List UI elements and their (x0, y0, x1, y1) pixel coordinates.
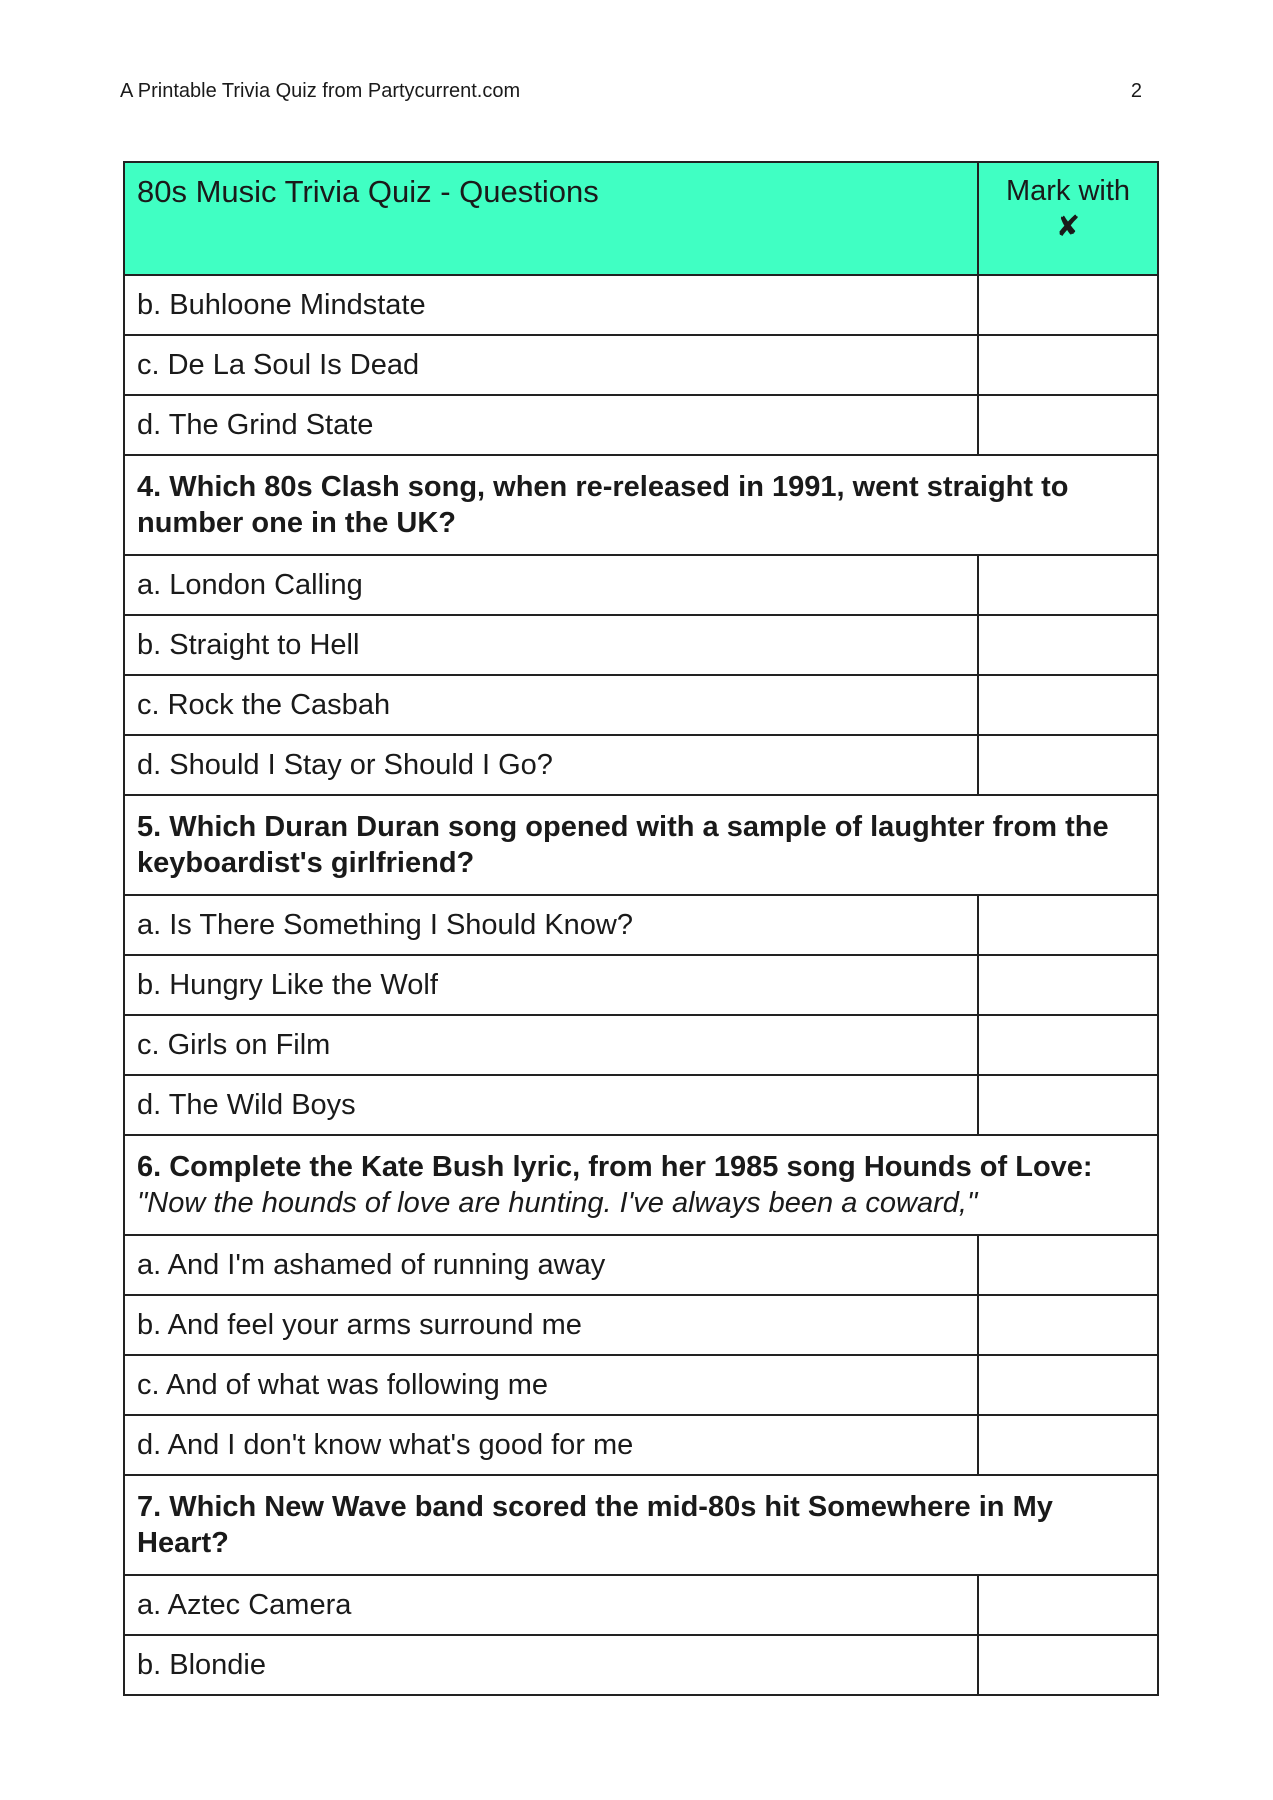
quiz-table (123, 161, 1159, 1696)
question-lyric: "Now the hounds of love are hunting. I've always been a coward," (137, 1187, 978, 1219)
question-text: 6. Complete the Kate Bush lyric, from her 1985 song Hounds of Love: (137, 1151, 1093, 1183)
answer-option-text: c. Girls on Film (124, 1015, 978, 1075)
answer-option-row (124, 1355, 1158, 1415)
answer-option-text: a. And I'm ashamed of running away (124, 1235, 978, 1295)
answer-option-text: b. Straight to Hell (124, 615, 978, 675)
question-row (124, 1135, 1158, 1235)
question-text: 4. Which 80s Clash song, when re-released in 1991, went straight to number one in the UK? (137, 471, 1069, 539)
answer-option-row (124, 895, 1158, 955)
mark-box[interactable] (978, 1295, 1158, 1355)
mark-box[interactable] (978, 1415, 1158, 1475)
question-cell (124, 1475, 1158, 1575)
mark-box[interactable] (978, 1075, 1158, 1135)
answer-option-row (124, 1415, 1158, 1475)
answer-option-row (124, 1295, 1158, 1355)
question-cell (124, 1135, 1158, 1235)
site-line: A Printable Trivia Quiz from Partycurrent.com (120, 80, 521, 102)
answer-option-row (124, 1635, 1158, 1695)
mark-box[interactable] (978, 1235, 1158, 1295)
question-row (124, 455, 1158, 555)
answer-option-text: c. De La Soul Is Dead (124, 335, 978, 395)
answer-option-text: d. The Grind State (124, 395, 978, 455)
mark-box[interactable] (978, 735, 1158, 795)
page-number: 2 (1130, 80, 1142, 102)
answer-option-row (124, 1075, 1158, 1135)
answer-option-text: a. Aztec Camera (124, 1575, 978, 1635)
mark-box[interactable] (978, 1635, 1158, 1695)
question-row (124, 1475, 1158, 1575)
mark-box[interactable] (978, 895, 1158, 955)
answer-option-row (124, 1015, 1158, 1075)
mark-box[interactable] (978, 395, 1158, 455)
question-text: 7. Which New Wave band scored the mid-80s hit Somewhere in My Heart? (137, 1491, 1053, 1559)
question-cell (124, 455, 1158, 555)
answer-option-row (124, 1235, 1158, 1295)
mark-box[interactable] (978, 555, 1158, 615)
answer-option-row (124, 275, 1158, 335)
mark-box[interactable] (978, 955, 1158, 1015)
answer-option-text: c. Rock the Casbah (124, 675, 978, 735)
answer-option-text: d. Should I Stay or Should I Go? (124, 735, 978, 795)
mark-box[interactable] (978, 335, 1158, 395)
answer-option-row (124, 955, 1158, 1015)
answer-option-row (124, 395, 1158, 455)
mark-box[interactable] (978, 675, 1158, 735)
mark-box[interactable] (978, 615, 1158, 675)
quiz-title: 80s Music Trivia Quiz - Questions (124, 162, 978, 275)
mark-box[interactable] (978, 1015, 1158, 1075)
answer-option-text: d. And I don't know what's good for me (124, 1415, 978, 1475)
answer-option-row (124, 615, 1158, 675)
mark-box[interactable] (978, 1575, 1158, 1635)
answer-option-text: c. And of what was following me (124, 1355, 978, 1415)
answer-option-text: a. Is There Something I Should Know? (124, 895, 978, 955)
answer-option-text: b. Hungry Like the Wolf (124, 955, 978, 1015)
page-header (120, 76, 1153, 106)
mark-column-header (978, 162, 1158, 275)
question-cell (124, 795, 1158, 895)
mark-label: Mark with (1005, 175, 1131, 207)
question-row (124, 795, 1158, 895)
answer-option-row (124, 555, 1158, 615)
cross-mark-icon: ✘ (1055, 211, 1081, 243)
mark-box[interactable] (978, 1355, 1158, 1415)
answer-option-row (124, 675, 1158, 735)
answer-option-text: b. Blondie (124, 1635, 978, 1695)
answer-option-text: b. Buhloone Mindstate (124, 275, 978, 335)
mark-box[interactable] (978, 275, 1158, 335)
question-text: 5. Which Duran Duran song opened with a sample of laughter from the keyboardist's girlfriend? (137, 811, 1109, 879)
answer-option-text: a. London Calling (124, 555, 978, 615)
answer-option-row (124, 1575, 1158, 1635)
answer-option-row (124, 335, 1158, 395)
answer-option-text: b. And feel your arms surround me (124, 1295, 978, 1355)
answer-option-text: d. The Wild Boys (124, 1075, 978, 1135)
answer-option-row (124, 735, 1158, 795)
table-header-row (124, 162, 1158, 275)
